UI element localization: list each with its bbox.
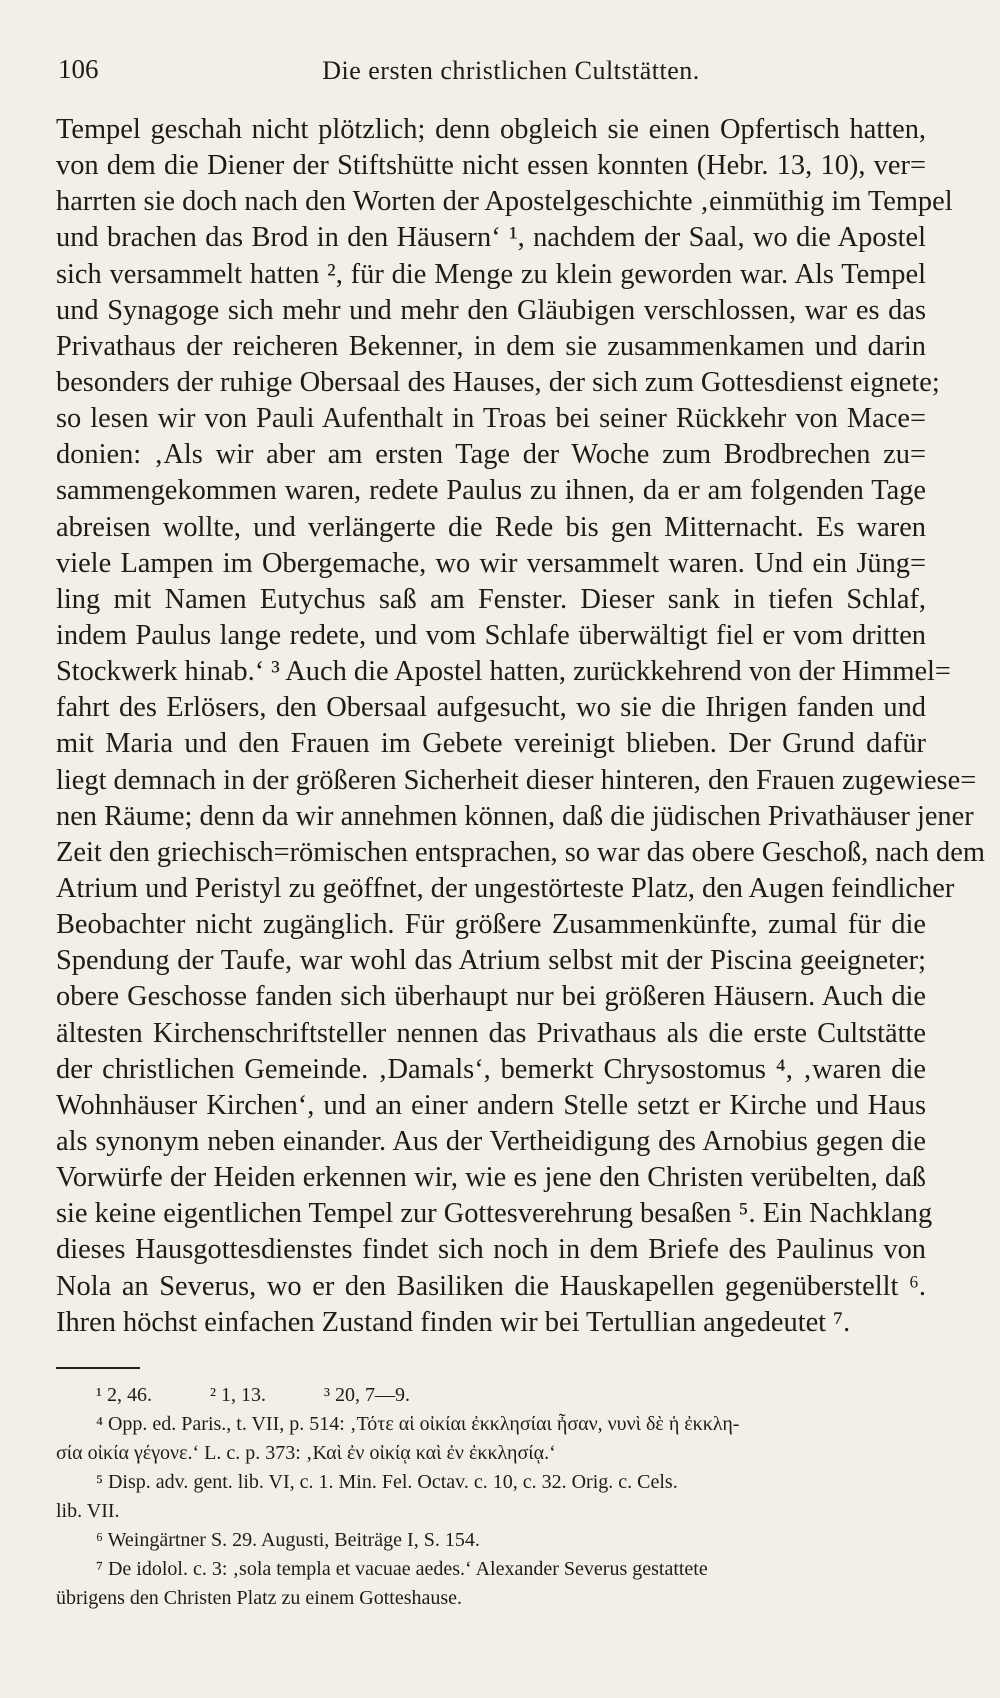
- footnote-5-line-2: lib. VII.: [56, 1499, 120, 1522]
- text-line: sie keine eigentlichen Tempel zur Gottesverehrung besaßen ⁵. Ein Nachklang: [56, 1198, 933, 1230]
- text-line: donien: ‚Als wir aber am ersten Tage der Woche zum Brodbrechen zu=: [56, 439, 926, 471]
- footnote-row-1-3: [56, 1381, 926, 1410]
- footnote-5-line-1: ⁵ Disp. adv. gent. lib. VI, c. 1. Min. Fel. Octav. c. 10, c. 32. Orig. c. Cels.: [96, 1470, 678, 1493]
- running-head: Die ersten christlichen Cultstätten.: [322, 56, 700, 85]
- text-line: viele Lampen im Obergemache, wo wir versammelt waren. Und ein Jüng=: [56, 547, 926, 579]
- text-line: Nola an Severus, wo er den Basiliken die Hauskapellen gegenüberstellt ⁶.: [56, 1270, 926, 1302]
- text-line: fahrt des Erlösers, den Obersaal aufgesucht, wo sie die Ihrigen fanden und: [56, 692, 926, 724]
- text-line: Vorwürfe der Heiden erkennen wir, wie es jene den Christen verübelten, daß: [56, 1162, 926, 1194]
- text-line: von dem die Diener der Stiftshütte nicht essen konnten (Hebr. 13, 10), ver=: [56, 150, 926, 182]
- text-line: der christlichen Gemeinde. ‚Damals‘, bemerkt Chrysostomus ⁴, ‚waren die: [56, 1053, 926, 1085]
- text-line: abreisen wollte, und verlängerte die Rede bis gen Mitternacht. Es waren: [56, 511, 926, 543]
- page-number: 106: [58, 54, 99, 84]
- text-line: Wohnhäuser Kirchen‘, und an einer andern Stelle setzt er Kirche und Haus: [56, 1089, 926, 1121]
- text-line: sich versammelt hatten ², für die Menge zu klein geworden war. Als Tempel: [56, 258, 926, 290]
- text-line: Zeit den griechisch=römischen entsprachen, so war das obere Geschoß, nach dem: [56, 836, 985, 868]
- footnotes: [56, 1381, 926, 1613]
- text-line: so lesen wir von Pauli Aufenthalt in Troas bei seiner Rückkehr von Mace=: [56, 403, 926, 435]
- text-line: indem Paulus lange redete, und vom Schlafe überwältigt fiel er vom dritten: [56, 619, 926, 651]
- text-line: Atrium und Peristyl zu geöffnet, der ungestörteste Platz, den Augen feindlicher: [56, 872, 955, 904]
- footnote-7-line-2: übrigens den Christen Platz zu einem Gotteshause.: [56, 1586, 463, 1609]
- footnote-7-line-1: ⁷ De idolol. c. 3: ‚sola templa et vacuae aedes.‘ Alexander Severus gestattete: [96, 1557, 708, 1580]
- text-line: nen Räume; denn da wir annehmen können, daß die jüdischen Privathäuser jener: [56, 800, 974, 832]
- text-line: harrten sie doch nach den Worten der Apostelgeschichte ‚einmüthig im Tempel: [56, 186, 953, 218]
- text-line: Beobachter nicht zugänglich. Für größere Zusammenkünfte, zumal für die: [56, 909, 926, 941]
- text-line: als synonym neben einander. Aus der Vertheidigung des Arnobius gegen die: [56, 1125, 926, 1157]
- text-line: besonders der ruhige Obersaal des Hauses, der sich zum Gottesdienst eignete;: [56, 366, 940, 398]
- footnote-2: ² 1, 13.: [210, 1383, 266, 1406]
- footnote-4-line-2: σία οἰκία γέγονε.‘ L. c. p. 373: ‚Καὶ ἐν οἰκίᾳ καὶ ἐν ἐκκλησίᾳ.‘: [56, 1441, 556, 1464]
- footnote-4-line-1: ⁴ Opp. ed. Paris., t. VII, p. 514: ‚Τότε αἱ οἰκίαι ἐκκλησίαι ἦσαν, νυνὶ δὲ ἡ ἐκκλη-: [96, 1412, 740, 1435]
- text-line: Spendung der Taufe, war wohl das Atrium selbst mit der Piscina geeigneter;: [56, 945, 926, 977]
- footnote-rule: [56, 1367, 140, 1369]
- text-line: ältesten Kirchenschriftsteller nennen das Privathaus als die erste Cultstätte: [56, 1017, 926, 1049]
- text-line: liegt demnach in der größeren Sicherheit dieser hinteren, den Frauen zugewiese=: [56, 764, 977, 796]
- footnote-1: ¹ 2, 46.: [96, 1383, 152, 1406]
- text-line: Ihren höchst einfachen Zustand finden wir bei Tertullian angedeutet ⁷.: [56, 1306, 851, 1338]
- text-line: sammengekommen waren, redete Paulus zu ihnen, da er am folgenden Tage: [56, 475, 926, 507]
- page-header: [56, 54, 926, 98]
- text-line: ling mit Namen Eutychus saß am Fenster. Dieser sank in tiefen Schlaf,: [56, 583, 926, 615]
- text-line: mit Maria und den Frauen im Gebete vereinigt blieben. Der Grund dafür: [56, 728, 926, 760]
- text-line: und brachen das Brod in den Häusern‘ ¹, nachdem der Saal, wo die Apostel: [56, 222, 926, 254]
- text-line: Privathaus der reicheren Bekenner, in dem sie zusammenkamen und darin: [56, 330, 926, 362]
- text-line: dieses Hausgottesdienstes findet sich noch in dem Briefe des Paulinus von: [56, 1234, 926, 1266]
- text-line: Tempel geschah nicht plötzlich; denn obgleich sie einen Opfertisch hatten,: [56, 114, 926, 145]
- main-text: [56, 112, 985, 1341]
- footnote-6: ⁶ Weingärtner S. 29. Augusti, Beiträge I, S. 154.: [96, 1528, 480, 1551]
- text-line: Stockwerk hinab.‘ ³ Auch die Apostel hatten, zurückkehrend von der Himmel=: [56, 656, 951, 688]
- footnote-3: ³ 20, 7—9.: [324, 1383, 410, 1406]
- text-line: und Synagoge sich mehr und mehr den Gläubigen verschlossen, war es das: [56, 294, 926, 326]
- text-line: obere Geschosse fanden sich überhaupt nur bei größeren Häusern. Auch die: [56, 981, 926, 1013]
